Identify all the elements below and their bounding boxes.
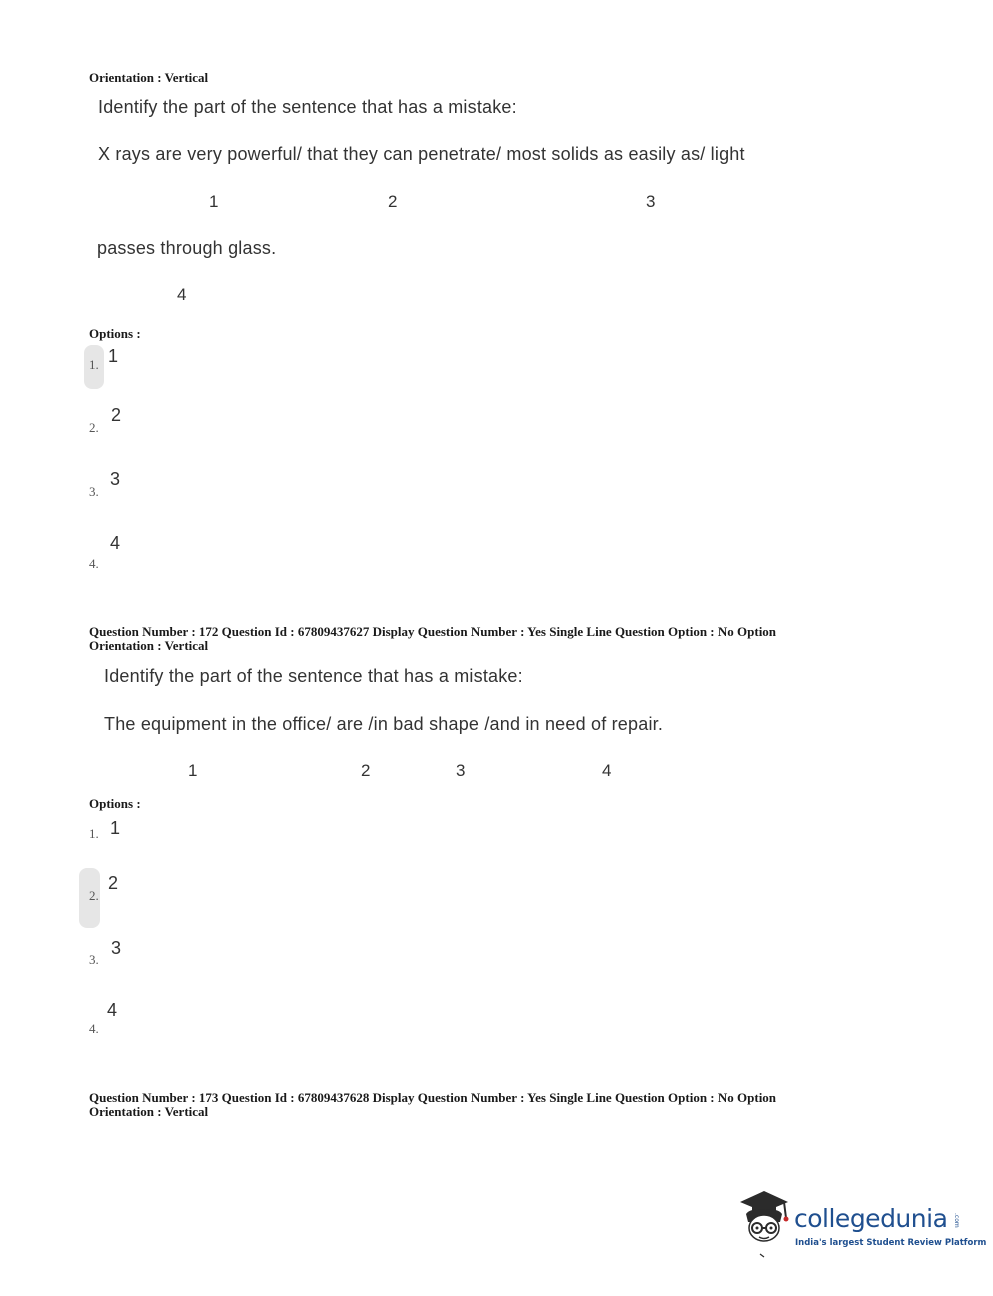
q173-meta-line1: Question Number : 173 Question Id : 67809437628 Display Question Number : Yes Single Line Question Option : No Option xyxy=(89,1090,777,1105)
option-number: 3. xyxy=(89,484,99,499)
q172-sentence: The equipment in the office/ are /in bad shape /and in need of repair. xyxy=(104,714,664,734)
q171-options-label: Options : xyxy=(89,326,141,341)
option-number: 4. xyxy=(89,556,99,571)
collegedunia-logo[interactable] xyxy=(734,1188,987,1260)
option-value: 4 xyxy=(107,1000,118,1020)
q171-prompt: Identify the part of the sentence that has a mistake: xyxy=(98,97,517,117)
q172-meta-line1: Question Number : 172 Question Id : 67809437627 Display Question Number : Yes Single Line Question Option : No Option xyxy=(89,624,777,639)
option-number: 2. xyxy=(89,888,99,903)
option-number: 3. xyxy=(89,952,99,967)
logo-tagline: India's largest Student Review Platform xyxy=(795,1238,987,1248)
q172-options-label: Options : xyxy=(89,796,141,811)
q172-marker-3: 3 xyxy=(456,761,466,780)
option-value: 2 xyxy=(108,873,119,893)
q172-meta-line2: Orientation : Vertical xyxy=(89,638,209,653)
option-value: 1 xyxy=(110,818,121,838)
q171-marker-1: 1 xyxy=(209,192,219,211)
option-value: 1 xyxy=(108,346,119,366)
q172-marker-2: 2 xyxy=(361,761,371,780)
q172-prompt: Identify the part of the sentence that has a mistake: xyxy=(104,666,523,686)
q172-marker-4: 4 xyxy=(602,761,612,780)
option-number: 4. xyxy=(89,1021,99,1036)
option-number: 1. xyxy=(89,357,99,372)
q171-marker-2: 2 xyxy=(388,192,398,211)
q171-marker-3: 3 xyxy=(646,192,656,211)
option-value: 2 xyxy=(111,405,122,425)
q171-sentence-line1: X rays are very powerful/ that they can penetrate/ most solids as easily as/ light xyxy=(98,144,745,164)
q173-meta-line2: Orientation : Vertical xyxy=(89,1104,209,1119)
option-value: 3 xyxy=(110,469,121,489)
option-value: 3 xyxy=(111,938,122,958)
q171-sentence-line2: passes through glass. xyxy=(97,238,277,258)
q171-marker-4: 4 xyxy=(177,285,187,304)
student-mascot-icon xyxy=(734,1188,794,1258)
q172-marker-1: 1 xyxy=(188,761,198,780)
option-number: 2. xyxy=(89,420,99,435)
option-value: 4 xyxy=(110,533,121,553)
option-number: 1. xyxy=(89,826,99,841)
logo-suffix: .com xyxy=(953,1213,960,1228)
q171-orientation: Orientation : Vertical xyxy=(89,70,209,85)
logo-wordmark: collegedunia xyxy=(794,1204,948,1233)
